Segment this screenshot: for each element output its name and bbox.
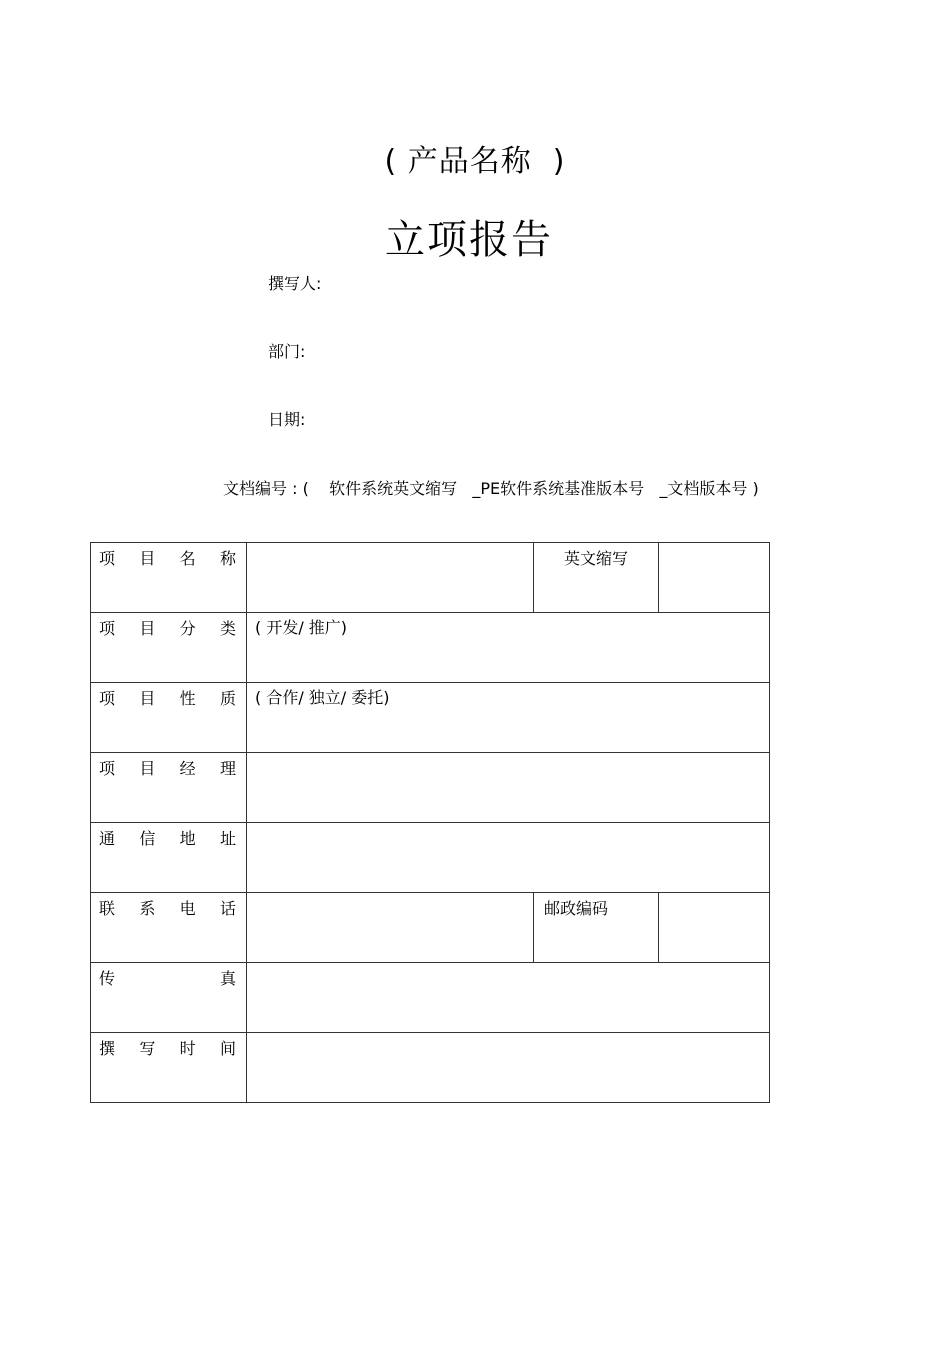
label-char: 名 [179, 549, 196, 568]
table-row [91, 893, 770, 963]
row-label-project-manager [91, 753, 247, 823]
label-char: 话 [219, 899, 236, 918]
label-char: 项 [99, 619, 116, 638]
product-name: ( 产品名称 ) [384, 144, 566, 179]
table-row [91, 1033, 770, 1103]
postal-code-label-cell [534, 893, 659, 963]
english-abbr-label-cell [534, 543, 659, 613]
label-char: 目 [139, 689, 156, 708]
row-label-project-name [91, 543, 247, 613]
fax-value[interactable] [247, 963, 770, 1033]
label-char: 撰 [99, 1039, 116, 1058]
project-info-table [90, 542, 770, 1103]
english-abbr-value[interactable] [659, 543, 770, 613]
label-char: 真 [219, 969, 236, 988]
label-char: 电 [179, 899, 196, 918]
postal-code-value[interactable] [659, 893, 770, 963]
label-char: 间 [219, 1039, 236, 1058]
project-manager-value[interactable] [247, 753, 770, 823]
row-label-project-category [91, 613, 247, 683]
table-row [91, 543, 770, 613]
row-label-phone [91, 893, 247, 963]
label-char: 传 [99, 969, 116, 988]
label-char: 经 [179, 759, 196, 778]
label-char: 质 [219, 689, 236, 708]
label-char: 项 [99, 549, 116, 568]
label-char: 写 [139, 1039, 156, 1058]
row-label-writing-time [91, 1033, 247, 1103]
row-label-project-nature [91, 683, 247, 753]
writing-time-value[interactable] [247, 1033, 770, 1103]
author-label: 撰写人: [268, 274, 322, 293]
label-char: 目 [139, 549, 156, 568]
label-char: 信 [139, 829, 156, 848]
project-name-value[interactable] [247, 543, 534, 613]
label-char: 分 [179, 619, 196, 638]
address-value[interactable] [247, 823, 770, 893]
phone-value[interactable] [247, 893, 534, 963]
row-label-address [91, 823, 247, 893]
label-char: 类 [219, 619, 236, 638]
label-char: 地 [179, 829, 196, 848]
label-char: 性 [179, 689, 196, 708]
label-char: 系 [139, 899, 156, 918]
department-label: 部门: [268, 342, 306, 361]
label-char: 址 [219, 829, 236, 848]
table-row [91, 753, 770, 823]
date-label: 日期: [268, 410, 306, 429]
label-char: 理 [219, 759, 236, 778]
postal-code-label: 邮政编码 [544, 899, 609, 918]
table-row [91, 823, 770, 893]
row-label-fax [91, 963, 247, 1033]
label-char: 称 [219, 549, 236, 568]
label-char: 联 [99, 899, 116, 918]
label-char: 目 [139, 759, 156, 778]
label-char: 目 [139, 619, 156, 638]
project-category-value[interactable]: ( 开发/ 推广) [247, 613, 770, 683]
table-row [91, 613, 770, 683]
report-title: 立项报告 [385, 217, 553, 263]
table-row [91, 683, 770, 753]
label-char: 通 [99, 829, 116, 848]
label-char: 时 [179, 1039, 196, 1058]
label-char: 项 [99, 759, 116, 778]
english-abbr-label: 英文缩写 [563, 549, 628, 568]
table-row [91, 963, 770, 1033]
label-char: 项 [99, 689, 116, 708]
project-nature-value[interactable]: ( 合作/ 独立/ 委托) [247, 683, 770, 753]
document-number: 文档编号 : ( 软件系统英文缩写 _PE软件系统基准版本号 _文档版本号 ) [223, 479, 759, 498]
